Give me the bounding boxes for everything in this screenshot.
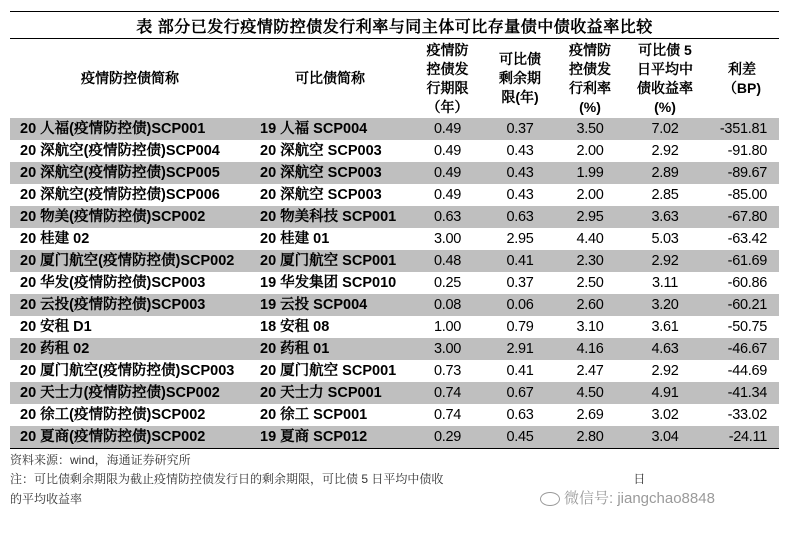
issue-rate-cell: 2.60 (555, 294, 625, 316)
table-title: 表 部分已发行疫情防控债发行利率与同主体可比存量债中债收益率比较 (136, 19, 653, 36)
comparable-bond-cell: 19 云投 SCP004 (250, 294, 410, 316)
issue-rate-cell: 3.50 (555, 118, 625, 140)
remaining-term-cell: 0.63 (506, 406, 534, 423)
table-row (10, 140, 779, 162)
spread-cell: -89.67 (705, 162, 779, 184)
table-row (10, 404, 779, 426)
content-flow (10, 39, 779, 509)
remaining-term-cell: 0.45 (485, 426, 555, 449)
issue-term-cell: 0.74 (433, 406, 462, 423)
comparable-bond-cell: 20 桂建 01 (260, 230, 330, 247)
comparable-bond-cell: 20 厦门航空 SCP001 (250, 250, 410, 272)
epidemic-bond-cell: 20 夏商(疫情防控债)SCP002 (10, 426, 250, 449)
issue-rate-cell: 2.47 (576, 362, 604, 379)
comparable-yield-cell: 4.91 (625, 382, 705, 404)
table-row (10, 206, 779, 228)
comparable-bond-cell: 20 深航空 SCP003 (250, 162, 410, 184)
issue-term-cell: 0.49 (433, 186, 462, 203)
issue-term-cell: 0.74 (410, 382, 485, 404)
comparable-yield-cell: 5.03 (651, 230, 679, 247)
comparable-bond-cell: 20 药租 01 (250, 338, 410, 360)
comparable-bond-cell: 20 物美科技 SCP001 (250, 206, 410, 228)
spread-cell: -46.67 (705, 338, 779, 360)
issue-term-cell: 0.25 (433, 274, 462, 291)
comparable-bond-cell: 19 夏商 SCP012 (250, 426, 410, 449)
spread-cell: -91.80 (727, 142, 767, 159)
table-row (10, 316, 779, 338)
issue-term-cell: 0.49 (410, 118, 485, 140)
table-row (10, 360, 779, 382)
issue-rate-cell: 2.80 (555, 426, 625, 449)
header-comparable-yield: 可比债 5 日平均中债收益率(%) (637, 41, 693, 115)
spread-cell: -33.02 (727, 406, 767, 423)
header-epidemic-bond: 疫情防控债简称 (81, 70, 179, 86)
issue-rate-cell: 2.00 (576, 186, 604, 203)
source-note: 资料来源：wind，海通证券研究所 (10, 453, 191, 467)
footnote-line2-row (10, 489, 779, 509)
comparable-yield-cell: 2.92 (625, 250, 705, 272)
table-row (10, 294, 779, 316)
issue-rate-cell: 2.30 (555, 250, 625, 272)
spread-cell: -60.21 (705, 294, 779, 316)
spread-cell: -44.69 (727, 362, 767, 379)
footnote (10, 469, 779, 509)
epidemic-bond-cell: 20 深航空(疫情防控债)SCP005 (10, 162, 250, 184)
table-row (10, 426, 779, 449)
footnote-line1-row (10, 469, 779, 489)
epidemic-bond-cell: 20 厦门航空(疫情防控债)SCP003 (20, 362, 235, 379)
epidemic-bond-cell: 20 天士力(疫情防控债)SCP002 (10, 382, 250, 404)
header-issue-rate: 疫情防控债发行利率(%) (569, 41, 611, 115)
spread-cell: -50.75 (727, 318, 767, 335)
table-row (10, 228, 779, 250)
comparable-bond-cell: 20 厦门航空 SCP001 (260, 362, 397, 379)
issue-term-cell: 0.48 (410, 250, 485, 272)
remaining-term-cell: 0.43 (485, 162, 555, 184)
comparable-bond-cell: 19 华发集团 SCP010 (260, 274, 397, 291)
issue-term-cell: 3.00 (410, 338, 485, 360)
remaining-term-cell: 0.43 (506, 186, 534, 203)
comparable-bond-cell: 18 安租 08 (260, 318, 330, 335)
table-row (10, 184, 779, 206)
spread-cell: -85.00 (727, 186, 767, 203)
comparable-bond-cell: 20 天士力 SCP001 (250, 382, 410, 404)
spread-cell: -24.11 (705, 426, 779, 449)
issue-rate-cell: 2.69 (576, 406, 604, 423)
remaining-term-cell: 0.37 (506, 274, 534, 291)
epidemic-bond-cell: 20 徐工(疫情防控债)SCP002 (20, 406, 206, 423)
header-remaining-term: 可比债剩余期限(年) (499, 51, 541, 105)
wechat-icon (540, 492, 560, 506)
comparable-bond-cell: 19 人福 SCP004 (250, 118, 410, 140)
comparable-bond-cell: 20 徐工 SCP001 (260, 406, 368, 423)
issue-rate-cell: 4.50 (555, 382, 625, 404)
watermark-text: 微信号: jiangchao8848 (564, 490, 715, 507)
epidemic-bond-cell: 20 安租 D1 (20, 318, 92, 335)
table-row (10, 118, 779, 140)
remaining-term-cell: 2.95 (506, 230, 534, 247)
comparable-yield-cell: 3.63 (625, 206, 705, 228)
header-comparable-bond: 可比债简称 (295, 70, 365, 86)
remaining-term-cell: 0.41 (506, 362, 534, 379)
epidemic-bond-cell: 20 厦门航空(疫情防控债)SCP002 (10, 250, 250, 272)
spread-cell: -351.81 (705, 118, 779, 140)
issue-term-cell: 0.08 (410, 294, 485, 316)
issue-rate-cell: 2.00 (576, 142, 604, 159)
header-issue-term: 疫情防控债发行期限（年） (426, 41, 469, 115)
comparable-yield-cell: 3.11 (652, 274, 678, 291)
header-spread: 利差（BP) (722, 60, 762, 96)
issue-term-cell: 0.63 (410, 206, 485, 228)
epidemic-bond-cell: 20 深航空(疫情防控债)SCP006 (20, 186, 220, 203)
header-row (10, 39, 779, 118)
comparable-bond-cell: 20 深航空 SCP003 (260, 142, 382, 159)
remaining-term-cell: 0.37 (485, 118, 555, 140)
comparable-yield-cell: 3.61 (651, 318, 679, 335)
footnote-line2: 的平均收益率 (10, 492, 83, 506)
epidemic-bond-cell: 20 桂建 02 (20, 230, 90, 247)
issue-term-cell: 3.00 (433, 230, 462, 247)
issue-term-cell: 0.49 (410, 162, 485, 184)
comparable-yield-cell: 2.92 (651, 362, 679, 379)
remaining-term-cell: 2.91 (485, 338, 555, 360)
remaining-term-cell: 0.06 (485, 294, 555, 316)
comparable-yield-cell: 2.85 (651, 186, 679, 203)
comparable-yield-cell: 3.02 (651, 406, 679, 423)
footnote-line1-end: 日 (633, 472, 646, 486)
remaining-term-cell: 0.67 (485, 382, 555, 404)
table-row (10, 338, 779, 360)
epidemic-bond-cell: 20 华发(疫情防控债)SCP003 (20, 274, 206, 291)
issue-term-cell: 0.29 (410, 426, 485, 449)
epidemic-bond-cell: 20 药租 02 (10, 338, 250, 360)
comparable-yield-cell: 2.89 (625, 162, 705, 184)
epidemic-bond-cell: 20 云投(疫情防控债)SCP003 (10, 294, 250, 316)
spread-cell: -67.80 (705, 206, 779, 228)
table-row (10, 250, 779, 272)
footnote-line1: 注：可比债剩余期限为截止疫情防控债发行日的剩余期限，可比债 5 日平均中债收 (10, 472, 444, 486)
comparable-yield-cell: 7.02 (625, 118, 705, 140)
issue-term-cell: 1.00 (433, 318, 462, 335)
epidemic-bond-cell: 20 人福(疫情防控债)SCP001 (10, 118, 250, 140)
epidemic-bond-cell: 20 物美(疫情防控债)SCP002 (10, 206, 250, 228)
watermark (540, 489, 715, 509)
comparison-table (10, 39, 779, 449)
issue-rate-cell: 4.16 (555, 338, 625, 360)
spread-cell: -61.69 (705, 250, 779, 272)
table-row (10, 272, 779, 294)
remaining-term-cell: 0.41 (485, 250, 555, 272)
table-body (10, 118, 779, 449)
comparable-yield-cell: 2.92 (651, 142, 679, 159)
issue-term-cell: 0.73 (433, 362, 462, 379)
remaining-term-cell: 0.43 (506, 142, 534, 159)
comparable-yield-cell: 4.63 (625, 338, 705, 360)
comparable-yield-cell: 3.20 (625, 294, 705, 316)
issue-rate-cell: 2.95 (555, 206, 625, 228)
comparable-yield-cell: 3.04 (625, 426, 705, 449)
issue-rate-cell: 1.99 (555, 162, 625, 184)
spread-cell: -60.86 (727, 274, 767, 291)
issue-rate-cell: 3.10 (576, 318, 604, 335)
table-row (10, 162, 779, 184)
epidemic-bond-cell: 20 深航空(疫情防控债)SCP004 (20, 142, 220, 159)
remaining-term-cell: 0.63 (485, 206, 555, 228)
issue-rate-cell: 4.40 (576, 230, 604, 247)
table-row (10, 382, 779, 404)
issue-rate-cell: 2.50 (576, 274, 604, 291)
top-rule (10, 11, 779, 12)
remaining-term-cell: 0.79 (506, 318, 534, 335)
spread-cell: -41.34 (705, 382, 779, 404)
comparable-bond-cell: 20 深航空 SCP003 (260, 186, 382, 203)
issue-term-cell: 0.49 (433, 142, 462, 159)
spread-cell: -63.42 (727, 230, 767, 247)
